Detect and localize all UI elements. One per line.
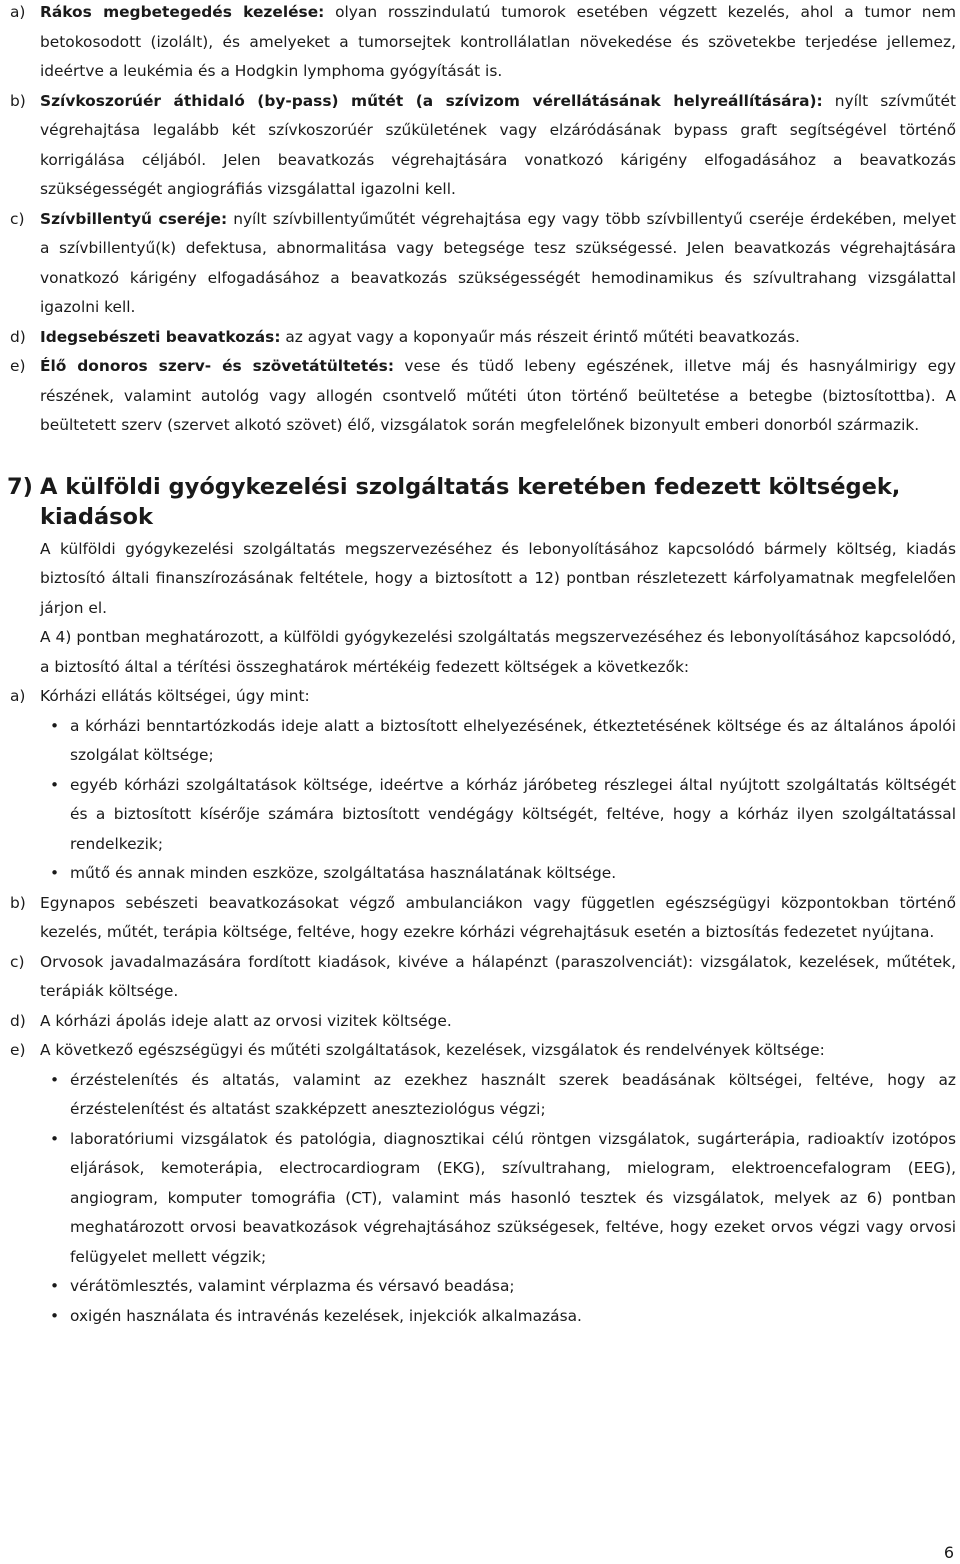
- list-item: [50, 1125, 956, 1273]
- bullet-icon: •: [50, 775, 60, 794]
- item-term: Idegsebészeti beavatkozás:: [40, 327, 281, 346]
- section-heading: [0, 472, 960, 532]
- bullet-icon: •: [50, 1129, 60, 1148]
- item-text: Orvosok javadalmazására fordított kiadások, kivéve a hálapénzt (paraszolvenciát): vizsgálatok, kezelések, műtétek, terápiák költsége.: [40, 952, 956, 1000]
- prev-item-a: [0, 0, 956, 87]
- item-label: a): [10, 687, 26, 705]
- prev-item-c: [0, 205, 956, 323]
- bullet-text: vérátömlesztés, valamint vérplazma és vérsavó beadása;: [70, 1277, 515, 1295]
- cost-item-b: [0, 889, 956, 948]
- item-term: Rákos megbetegedés kezelése:: [40, 3, 325, 21]
- bullet-icon: •: [50, 864, 60, 882]
- bullet-list: [0, 1066, 956, 1332]
- list-item: [50, 712, 956, 771]
- item-label: b): [10, 893, 26, 912]
- item-label: b): [10, 91, 26, 110]
- cost-item-d: [0, 1007, 956, 1037]
- prev-item-b: [0, 87, 956, 205]
- bullet-text: oxigén használata és intravénás kezelések, injekciók alkalmazása.: [70, 1306, 582, 1325]
- bullet-text: érzéstelenítés és altatás, valamint az ezekhez használt szerek beadásának költségei, feltéve, hogy az érzéstelenítést és altatást szakképzett aneszteziológus végzi;: [70, 1070, 956, 1118]
- item-label: e): [10, 1041, 26, 1059]
- item-text: nyílt szívbillentyűműtét végrehajtása egy vagy több szívbillentyű cseréje érdekében, melyet a szívbillentyű(k) defektusa, abnormalitása vagy betegsége tesz szükségessé. Jelen beavatkozás végrehajtására vonatkozó kárigény elfogadásához a beavatkozás szükségességét hemodinamikus és szívultrahang vizsgálattal igazolni kell.: [40, 209, 956, 316]
- section-paragraph-2: A 4) pontban meghatározott, a külföldi gyógykezelési szolgáltatás megszervezéséhez és lebonyolításához kapcsolódó, a biztosító által a térítési összeghatárok mértékéig fedezett költségek a következők:: [40, 628, 956, 676]
- bullet-icon: •: [50, 1306, 60, 1325]
- list-item: [50, 859, 956, 889]
- item-text: nyílt szívműtét végrehajtása legalább két szívkoszorúér szűkületének vagy elzáródásának bypass graft segítségével történő korrigálása céljából. Jelen beavatkozás végrehajtására vonatkozó kárigény elfogadásához a beavatkozás szükségességét angiográfiás vizsgálattal igazolni kell.: [40, 91, 957, 198]
- page-number: 6: [943, 1543, 954, 1562]
- item-term: Élő donoros szerv- és szövetátültetés:: [40, 357, 394, 375]
- item-label: e): [10, 357, 26, 375]
- bullet-text: műtő és annak minden eszköze, szolgáltatása használatának költsége.: [70, 864, 617, 882]
- bullet-list: [0, 712, 956, 889]
- list-item: [50, 1302, 956, 1332]
- bullet-text: a kórházi benntartózkodás ideje alatt a biztosított elhelyezésének, étkeztetésének költsége és az általános ápolói szolgálat költsége;: [70, 716, 956, 764]
- item-label: d): [10, 1011, 26, 1030]
- section-number: 7): [7, 473, 33, 500]
- bullet-icon: •: [50, 716, 60, 735]
- prev-item-list: [0, 0, 960, 441]
- item-text: A kórházi ápolás ideje alatt az orvosi vizitek költsége.: [40, 1011, 452, 1030]
- item-label: c): [10, 209, 25, 228]
- item-label: d): [10, 327, 26, 346]
- cost-item-a: [0, 682, 956, 712]
- bullet-icon: •: [50, 1277, 60, 1295]
- bullet-text: laboratóriumi vizsgálatok és patológia, diagnosztikai célú röntgen vizsgálatok, sugárterápia, radioaktív izotópos eljárások, kemoterápia, electrocardiogram (EKG), szívultrahang, mielogram, elektroencefalogram (EEG), angiogram, komputer tomográfia (CT), valamint más hasonló tesztek és vizsgálatok, melyek az 6) pontban meghatározott orvosi beavatkozások végrehajtásához szükségesek, feltéve, hogy ezeket orvos végzi vagy orvosi felügyelet mellett végzik;: [70, 1129, 956, 1266]
- item-text: Egynapos sebészeti beavatkozásokat végző ambulanciákon vagy független egészségügyi központokban történő kezelés, műtét, terápia költsége, feltéve, hogy ezekre kórházi végrehajtásuk esetén a biztosítás fedezetet nyújtana.: [40, 893, 956, 941]
- bullet-icon: •: [50, 1070, 60, 1089]
- cost-item-list: [0, 682, 960, 1331]
- item-text: A következő egészségügyi és műtéti szolgáltatások, kezelések, vizsgálatok és rendelvények költsége:: [40, 1041, 825, 1059]
- bullet-text: egyéb kórházi szolgáltatások költsége, ideértve a kórház járóbeteg részlegei által nyújtott szolgáltatás költségét és a biztosított kísérője számára biztosított vendégágy költségét, feltéve, hogy a kórház ilyen szolgáltatással rendelkezik;: [70, 775, 956, 853]
- list-item: [50, 1272, 956, 1302]
- item-label: c): [10, 952, 25, 971]
- item-text: vese és tüdő lebeny egészének, illetve máj és hasnyálmirigy egy részének, valamint autológ vagy allogén csontvelő műtéti úton történő beültetése a betegbe (biztosítottba). A beültetett szerv (szervet alkotó szövet) élő, vizsgálatok során megfelelőnek bizonyult emberi donorból származik.: [40, 357, 957, 434]
- prev-item-e: [0, 352, 956, 441]
- item-term: Szívbillentyű cseréje:: [40, 209, 228, 228]
- section-title: A külföldi gyógykezelési szolgáltatás keretében fedezett költségek, kiadások: [40, 473, 901, 530]
- item-text: az agyat vagy a koponyaűr más részeit érintő műtéti beavatkozás.: [280, 327, 800, 346]
- list-item: [50, 1066, 956, 1125]
- item-label: a): [10, 3, 26, 21]
- cost-item-c: [0, 948, 956, 1007]
- prev-item-d: [0, 323, 956, 353]
- item-text: olyan rosszindulatú tumorok esetében végzett kezelés, ahol a tumor nem betokosodott (izolált), és amelyeket a tumorsejtek kontrollálatlan növekedése és szövetekbe terjedése jellemez, ideértve a leukémia és a Hodgkin lymphoma gyógyítását is.: [40, 3, 956, 80]
- list-item: [50, 771, 956, 860]
- section-paragraph-1: A külföldi gyógykezelési szolgáltatás megszervezéséhez és lebonyolításához kapcsolódó bármely költség, kiadás biztosító általi finanszírozásának feltétele, hogy a biztosított a 12) pontban részletezett kárfolyamatnak megfelelően járjon el.: [40, 539, 956, 617]
- item-term: Szívkoszorúér áthidaló (by-pass) műtét (a szívizom vérellátásának helyreállítására):: [40, 91, 823, 110]
- cost-item-e: [0, 1036, 956, 1066]
- item-text: Kórházi ellátás költségei, úgy mint:: [40, 687, 310, 705]
